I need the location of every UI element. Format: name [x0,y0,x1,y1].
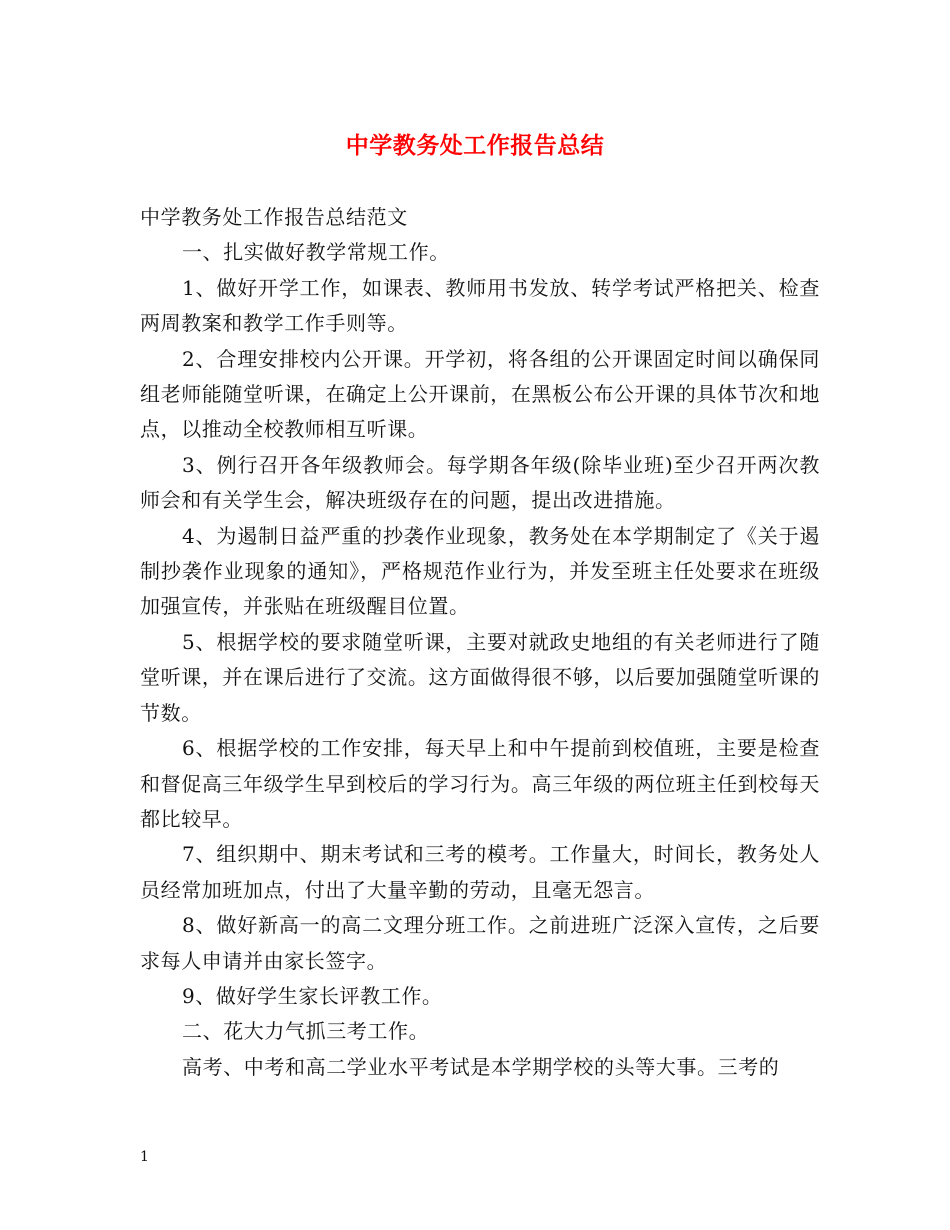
page-number: 1 [140,1149,149,1165]
section-heading-1: 一、扎实做好教学常规工作。 [182,240,450,265]
document-title: 中学教务处工作报告总结 [345,132,605,159]
paragraph-item-8: 8、做好新高一的高二文理分班工作。之前进班广泛深入宣传，之后要求每人申请并由家长签字。 [140,913,820,973]
paragraph-item-1: 1、做好开学工作，如课表、教师用书发放、转学考试严格把关、检查两周教案和教学工作手则等。 [140,275,820,336]
paragraph-item-5: 5、根据学校的要求随堂听课，主要对就政史地组的有关老师进行了随堂听课，并在课后进行了交流。这方面做得很不够，以后要加强随堂听课的节数。 [140,629,820,725]
section-heading-2: 二、花大力气抓三考工作。 [182,1019,430,1044]
paragraph-item-4: 4、为遏制日益严重的抄袭作业现象，教务处在本学期制定了《关于遏制抄袭作业现象的通知》，严格规范作业行为，并发至班主任处要求在班级加强宣传，并张贴在班级醒目位置。 [140,523,820,619]
document-body [140,200,820,1085]
paragraph-item-7: 7、组织期中、期末考试和三考的模考。工作量大，时间长，教务处人员经常加班加点，付出了大量辛勤的劳动，且毫无怨言。 [140,842,820,902]
paragraph-item-2: 2、合理安排校内公开课。开学初，将各组的公开课固定时间以确保同组老师能随堂听课，在确定上公开课前，在黑板公布公开课的具体节次和地点，以推动全校教师相互听课。 [140,346,820,442]
paragraph-item-3: 3、例行召开各年级教师会。每学期各年级(除毕业班)至少召开两次教师会和有关学生会，解决班级存在的问题，提出改进措施。 [140,452,820,513]
paragraph-exams-intro: 高考、中考和高二学业水平考试是本学期学校的头等大事。三考的 [182,1054,780,1079]
paragraph-item-6: 6、根据学校的工作安排，每天早上和中午提前到校值班，主要是检查和督促高三年级学生早到校后的学习行为。高三年级的两位班主任到校每天都比较早。 [140,736,820,831]
document-subtitle: 中学教务处工作报告总结范文 [140,205,408,229]
paragraph-item-9: 9、做好学生家长评教工作。 [182,983,443,1008]
